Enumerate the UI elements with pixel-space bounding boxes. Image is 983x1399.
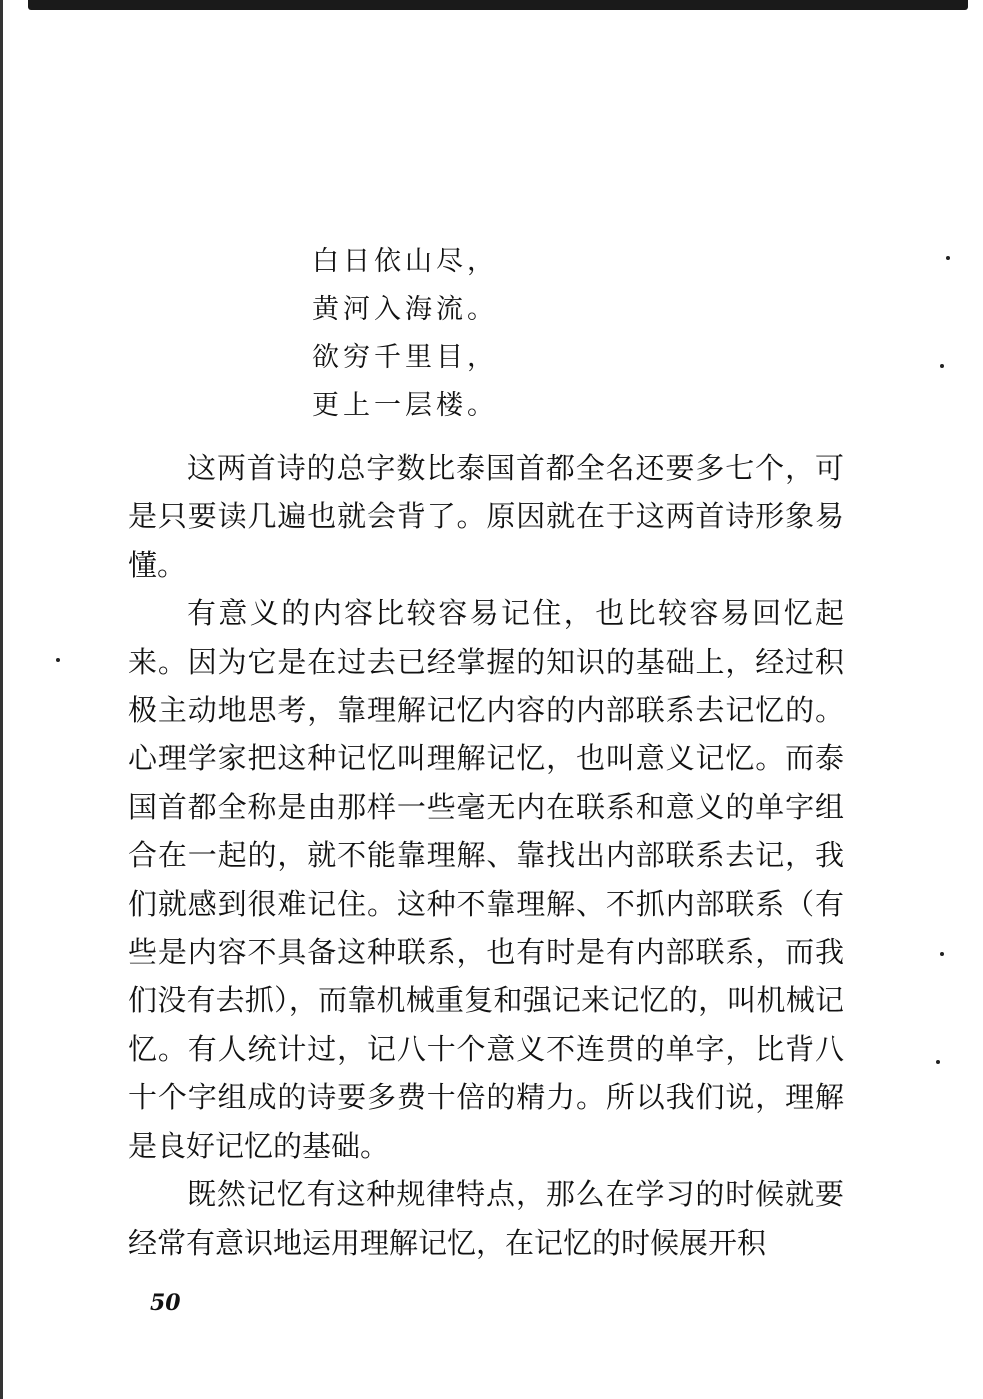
scan-speck: [940, 364, 944, 368]
scan-speck: [936, 1060, 940, 1064]
scan-left-edge: [0, 0, 3, 1399]
poem-line: 欲穷千里目，: [312, 342, 498, 373]
scan-speck: [940, 952, 944, 956]
page-number: 50: [150, 1290, 181, 1316]
poem: [312, 238, 498, 430]
poem-line: 黄河入海流。: [312, 294, 498, 325]
paragraph: 这两首诗的总字数比泰国首都全名还要多七个，可是只要读几遍也就会背了。原因就在于这两首诗形象易懂。: [128, 451, 844, 582]
poem-line: 白日依山尽，: [312, 246, 498, 277]
body-text: [128, 444, 844, 1267]
top-rule: [28, 0, 968, 10]
scan-speck: [946, 256, 950, 260]
paragraph: 既然记忆有这种规律特点，那么在学习的时候就要经常有意识地运用理解记忆，在记忆的时候展开积: [128, 1177, 844, 1260]
poem-line: 更上一层楼。: [312, 390, 498, 421]
paragraph: 有意义的内容比较容易记住，也比较容易回忆起来。因为它是在过去已经掌握的知识的基础上，经过积极主动地思考，靠理解记忆内容的内部联系去记忆的。心理学家把这种记忆叫理解记忆，也叫意义记忆。而泰国首都全称是由那样一些毫无内在联系和意义的单字组合在一起的，就不能靠理解、靠找出内部联系去记，我们就感到很难记住。这种不靠理解、不抓内部联系（有些是内容不具备这种联系，也有时是有内部联系，而我们没有去抓），而靠机械重复和强记来记忆的，叫机械记忆。有人统计过，记八十个意义不连贯的单字，比背八十个字组成的诗要多费十倍的精力。所以我们说，理解是良好记忆的基础。: [128, 596, 844, 1163]
scan-speck: [56, 658, 60, 662]
